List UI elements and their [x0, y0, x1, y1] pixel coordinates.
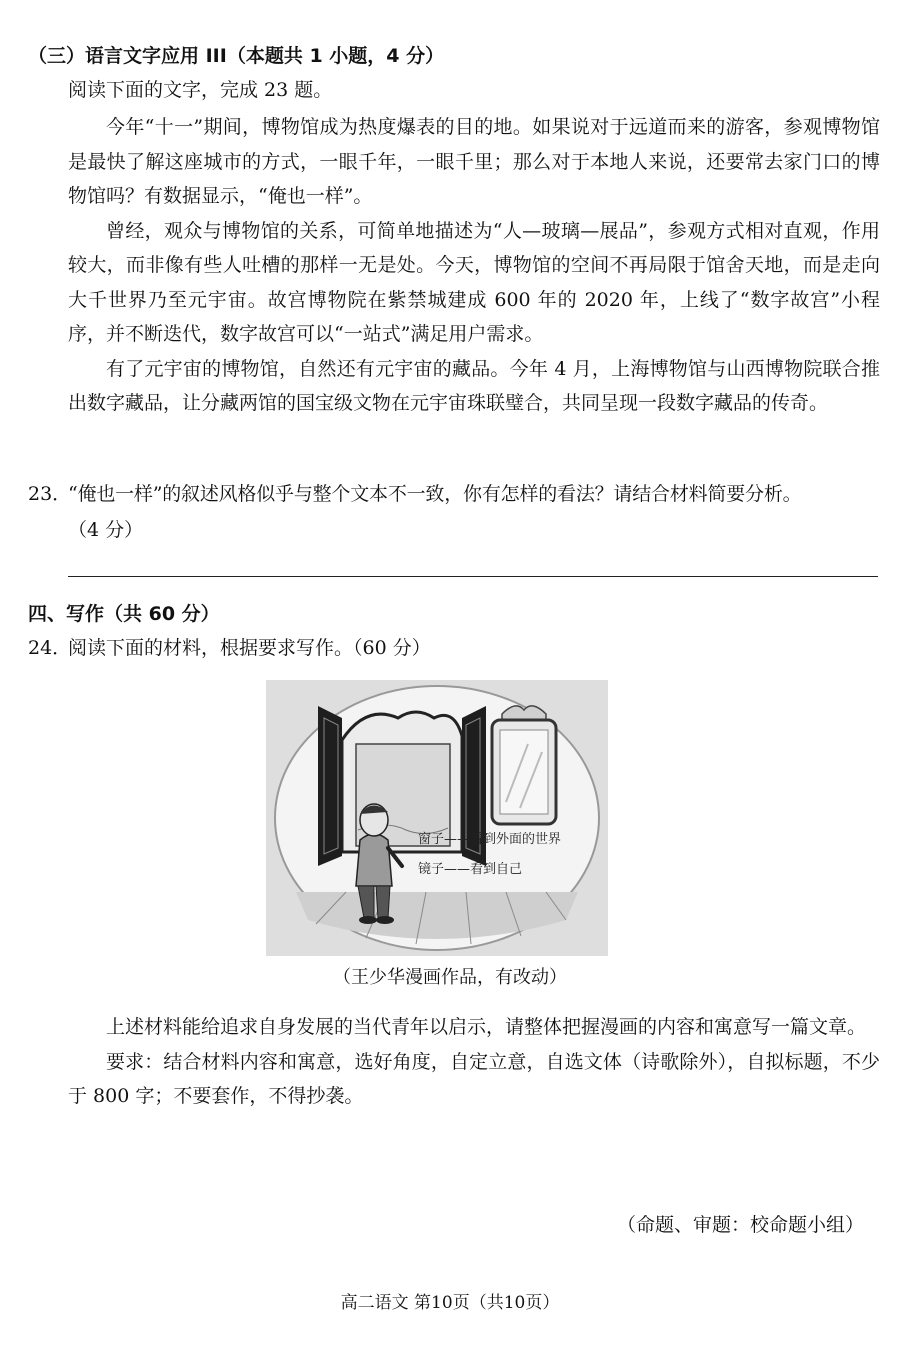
credit-line: （命题、审题：校命题小组） — [616, 1214, 864, 1236]
passage-paragraph-3: 有了元宇宙的博物馆，自然还有元宇宙的藏品。今年 4 月，上海博物馆与山西博物院联合推出数字藏品，让分藏两馆的国宝级文物在元宇宙珠联璧合，共同呈现一段数字藏品的传奇。 — [68, 357, 880, 414]
question-24-number: 24． — [28, 637, 72, 659]
mirror-icon — [492, 706, 556, 824]
section-3-heading: （三）语言文字应用 III（本题共 1 小题，4 分） — [28, 45, 445, 67]
passage — [68, 110, 880, 421]
passage-paragraph-2: 曾经，观众与博物馆的关系，可简单地描述为“人—玻璃—展品”，参观方式相对直观，作用较大，而非像有些人吐槽的那样一无是处。今天，博物馆的空间不再局限于馆舍天地，而是走向大千世界乃至元宇宙。故宫博物院在紫禁城建成 600 年的 2020 年，上线了“数字故宫”小程序，并不断迭代，数字故宫可以“一站式”满足用户需求。 — [68, 219, 880, 345]
section-4-heading: 四、写作（共 60 分） — [28, 603, 220, 625]
question-24-text: 阅读下面的材料，根据要求写作。（60 分） — [68, 637, 431, 659]
question-23-number: 23． — [28, 483, 72, 505]
passage-paragraph-1: 今年“十一”期间，博物馆成为热度爆表的目的地。如果说对于远道而来的游客，参观博物馆是最快了解这座城市的方式，一眼千年，一眼千里；那么对于本地人来说，还要常去家门口的博物馆吗？有数据显示，“俺也一样”。 — [68, 116, 880, 207]
writing-prompt — [68, 1010, 880, 1114]
section-3-intro: 阅读下面的文字，完成 23 题。 — [68, 79, 333, 101]
question-23-text: “俺也一样”的叙述风格似乎与整个文本不一致，你有怎样的看法？请结合材料简要分析。 — [68, 483, 802, 505]
writing-prompt-requirements: 要求：结合材料内容和寓意，选好角度，自定立意，自选文体（诗歌除外），自拟标题，不少于 800 字；不要套作，不得抄袭。 — [68, 1050, 880, 1107]
page-footer: 高二语文 第10页（共10页） — [340, 1293, 560, 1313]
writing-prompt-paragraph-1: 上述材料能给追求自身发展的当代青年以启示，请整体把握漫画的内容和寓意写一篇文章。 — [106, 1016, 867, 1038]
answer-line — [68, 576, 878, 577]
question-23-score: （4 分） — [68, 519, 144, 541]
cartoon-label-mirror: 镜子——看到自己 — [418, 862, 523, 877]
cartoon-label-window: 窗子——看到外面的世界 — [418, 832, 562, 847]
cartoon-image — [266, 680, 608, 956]
cartoon-caption: （王少华漫画作品，有改动） — [333, 967, 567, 988]
